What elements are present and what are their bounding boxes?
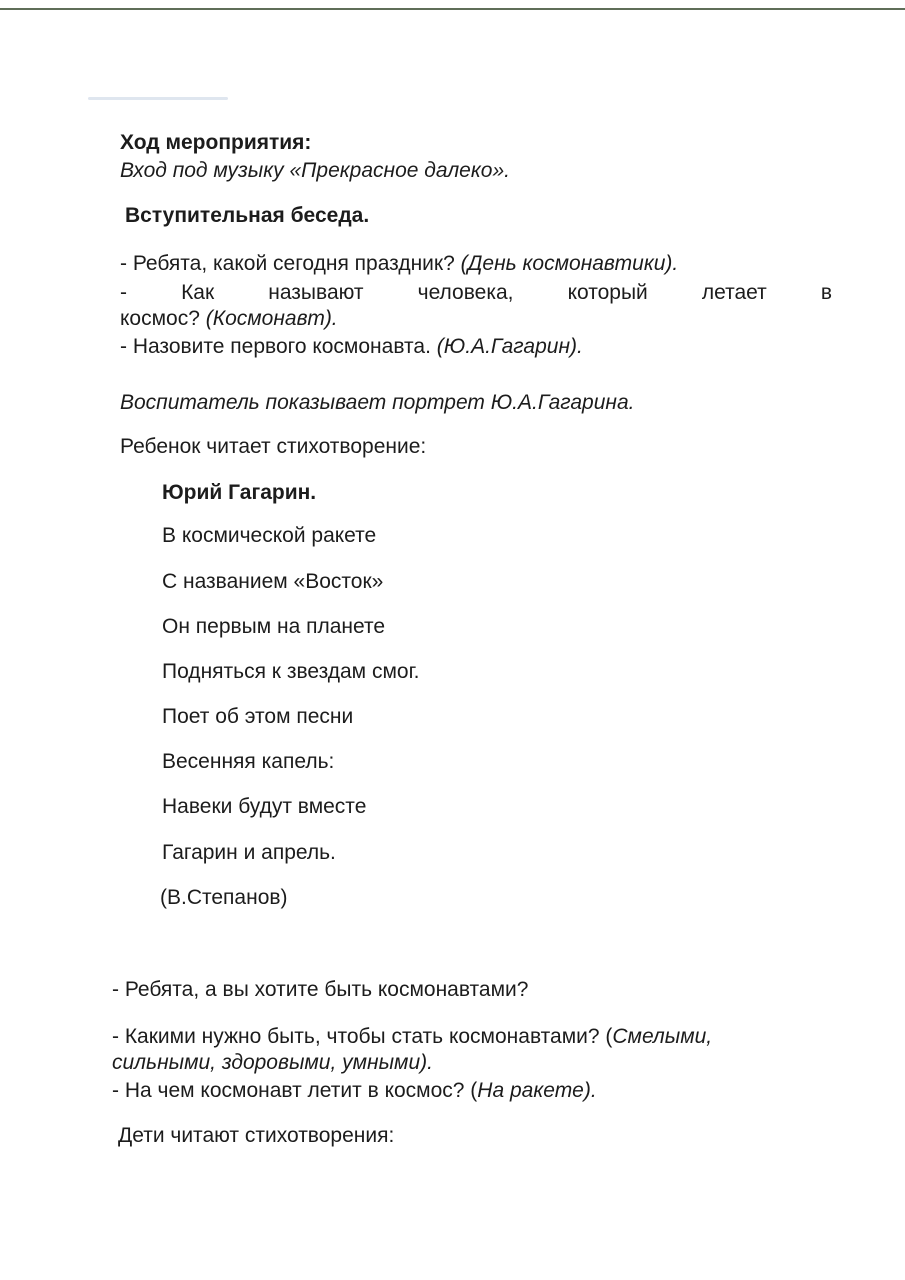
children-read-note: Дети читают стихотворения: <box>118 1124 395 1147</box>
question-cosmonaut-line2 <box>120 307 338 331</box>
question-qualities-line2: сильными, здоровыми, умными). <box>112 1051 433 1074</box>
event-heading: Ход мероприятия: <box>120 131 312 154</box>
poem-author: (В.Степанов) <box>160 886 288 909</box>
question-text: - Ребята, какой сегодня праздник? <box>120 252 461 275</box>
word: который <box>567 281 648 304</box>
question-text: - Назовите первого космонавта. <box>120 335 437 358</box>
answer-text: На ракете). <box>477 1079 597 1102</box>
poem-line: Навеки будут вместе <box>162 795 367 818</box>
intro-heading: Вступительная беседа. <box>125 204 370 227</box>
question-text: - На чем космонавт летит в космос? ( <box>112 1079 478 1102</box>
answer-text: (День космонавтики). <box>460 252 679 275</box>
question-want-cosmonaut: - Ребята, а вы хотите быть космонавтами? <box>112 978 529 1001</box>
question-holiday <box>120 252 678 276</box>
word: - <box>120 281 127 304</box>
teacher-note: Воспитатель показывает портрет Ю.А.Гагарина. <box>120 391 635 414</box>
question-rocket <box>112 1079 597 1103</box>
poem-line: Весенняя капель: <box>162 750 335 773</box>
word: в <box>820 281 832 304</box>
poem-line: В космической ракете <box>162 524 377 547</box>
question-qualities-line1 <box>112 1025 712 1049</box>
poem-line: С названием «Восток» <box>162 570 384 593</box>
poem-title: Юрий Гагарин. <box>162 481 317 504</box>
poem-line: Он первым на планете <box>162 615 386 638</box>
question-first-cosmonaut <box>120 335 583 359</box>
poem-line: Гагарин и апрель. <box>162 841 336 864</box>
poem-line: Подняться к звездам смог. <box>162 660 420 683</box>
answer-text: (Ю.А.Гагарин). <box>436 335 583 358</box>
word: человека, <box>417 281 514 304</box>
scan-smudge <box>88 97 228 100</box>
child-reads-note: Ребенок читает стихотворение: <box>120 435 427 458</box>
entrance-note: Вход под музыку «Прекрасное далеко». <box>120 159 510 182</box>
question-cosmonaut-line1 <box>120 281 832 305</box>
word: называют <box>268 281 364 304</box>
question-text: - Какими нужно быть, чтобы стать космонавтами? ( <box>112 1025 613 1048</box>
question-text: космос? <box>120 307 206 330</box>
scan-top-rule <box>0 8 905 10</box>
word: летает <box>701 281 767 304</box>
answer-text: (Космонавт). <box>205 307 338 330</box>
answer-text: Смелыми, <box>612 1025 713 1048</box>
poem-line: Поет об этом песни <box>162 705 354 728</box>
word: Как <box>181 281 215 304</box>
